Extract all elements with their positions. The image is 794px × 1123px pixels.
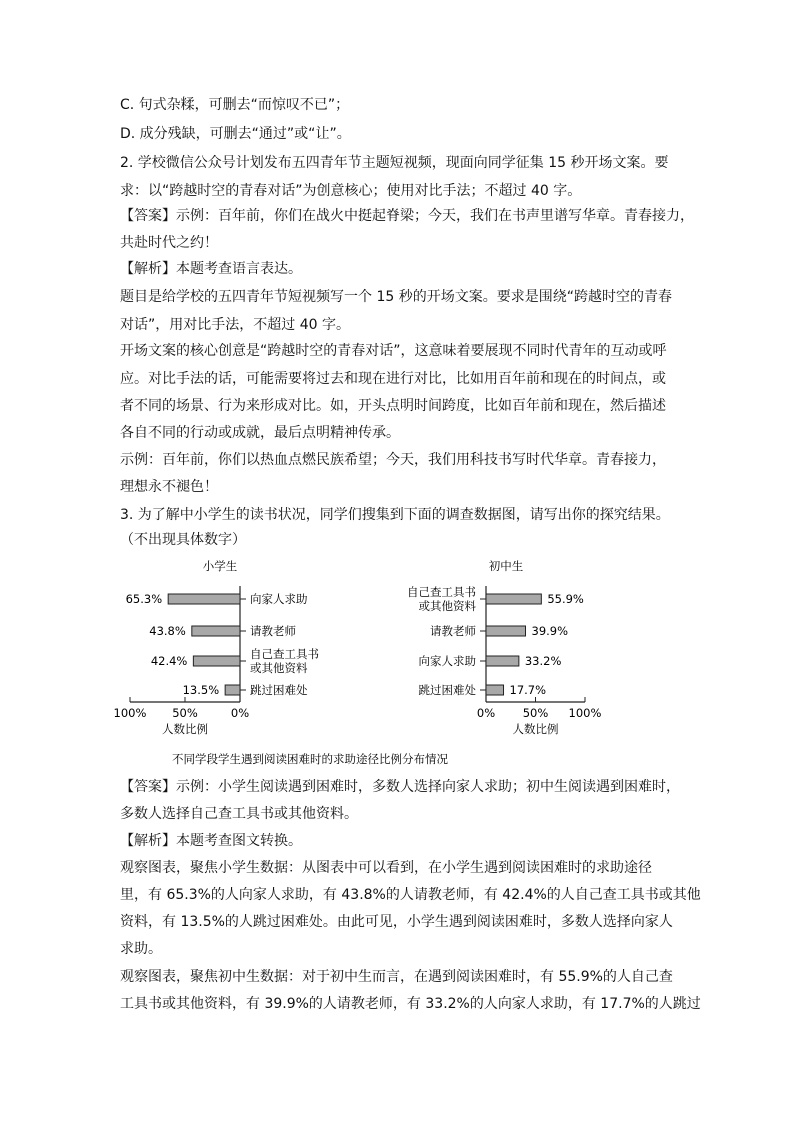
survey-bar-charts (110, 552, 620, 770)
category-label: 请教老师 (430, 624, 476, 638)
category-label: 向家人求助 (250, 592, 308, 606)
value-label: 33.2% (524, 654, 562, 668)
value-label: 65.3% (125, 592, 163, 606)
value-label: 43.8% (149, 624, 186, 638)
example-line: 理想永不褪色！ (120, 479, 218, 495)
answer-line: 共赴时代之约！ (120, 235, 218, 251)
text-line: 各自不同的行动或成就，最后点明精神传承。 (120, 425, 400, 441)
tick-label: 50% (522, 706, 549, 720)
value-label: 17.7% (509, 683, 547, 697)
category-label: 自己查工具书 (407, 585, 476, 599)
text-line: 资料，有 13.5%的人跳过困难处。由此可见，小学生遇到阅读困难时，多数人选择向家人 (120, 914, 673, 930)
text-line: 者不同的场景、行为来形成对比。如，开头点明时间跨度，比如百年前和现在，然后描述 (120, 398, 666, 414)
tick-label: 50% (172, 706, 198, 720)
axis-label: 人数比例 (512, 722, 559, 736)
text-line: D. 成分残缺，可删去“通过”或“让”。 (120, 126, 351, 142)
tick-label: 0% (476, 706, 496, 720)
chart-bar (486, 594, 541, 604)
category-label: 自己查工具书 (250, 647, 319, 661)
chart-title: 小学生 (202, 559, 238, 573)
value-label: 39.9% (531, 624, 569, 638)
category-label: 跳过困难处 (418, 683, 476, 697)
category-label: 跳过困难处 (250, 683, 308, 697)
text-line: C. 句式杂糅，可删去“而惊叹不已”； (120, 97, 350, 113)
value-label: 13.5% (182, 683, 220, 697)
text-line: 题目是给学校的五四青年节短视频写一个 15 秒的开场文案。要求是围绕“跨越时空的青春 (120, 289, 672, 305)
chart-bar (225, 685, 240, 695)
question-3-note: （不出现具体数字） (120, 532, 246, 548)
category-label: 或其他资料 (418, 599, 476, 613)
value-label: 42.4% (150, 654, 188, 668)
text-line: 对话”，用对比手法，不超过 40 字。 (120, 317, 350, 333)
chart-bar (168, 594, 240, 604)
axis-label: 人数比例 (162, 722, 208, 736)
category-label: 或其他资料 (250, 661, 308, 675)
chart-caption: 不同学段学生遇到阅读困难时的求助途径比例分布情况 (172, 752, 448, 766)
chart-bar (486, 626, 526, 636)
text-line: 求：以“跨越时空的青春对话”为创意核心；使用对比手法；不超过 40 字。 (120, 183, 582, 199)
text-line: 观察图表，聚焦初中生数据：对于初中生而言，在遇到阅读困难时，有 55.9%的人自己查 (120, 969, 673, 985)
text-line: 观察图表，聚焦小学生数据：从图表中可以看到，在小学生遇到阅读困难时的求助途径 (120, 860, 652, 876)
chart-bar (193, 656, 240, 666)
category-label: 请教老师 (250, 624, 296, 638)
chart-bar (486, 685, 504, 695)
answer-line: 多数人选择自己查工具书或其他资料。 (120, 806, 358, 822)
question-3-line: 3. 为了解中小学生的读书状况，同学们搜集到下面的调查数据图，请写出你的探究结果。 (120, 507, 670, 523)
tick-label: 100% (568, 706, 602, 720)
tick-label: 0% (230, 706, 250, 720)
analysis-heading: 【解析】本题考查语言表达。 (120, 261, 302, 277)
text-line: 2. 学校微信公众号计划发布五四青年节主题短视频，现面向同学征集 15 秒开场文案。要 (120, 155, 669, 171)
answer-line: 【答案】示例：小学生阅读遇到困难时，多数人选择向家人求助；初中生阅读遇到困难时， (120, 779, 680, 795)
category-label: 向家人求助 (418, 654, 476, 668)
chart-bar (192, 626, 240, 636)
text-line: 应。对比手法的话，可能需要将过去和现在进行对比，比如用百年前和现在的时间点，或 (120, 371, 666, 387)
chart-bar (486, 656, 519, 666)
text-line: 开场文案的核心创意是“跨越时空的青春对话”，这意味着要展现不同时代青年的互动或呼 (120, 343, 667, 359)
chart-title: 初中生 (488, 559, 524, 573)
tick-label: 100% (113, 706, 147, 720)
text-line: 里，有 65.3%的人向家人求助，有 43.8%的人请教老师，有 42.4%的人自己查工具书或其他 (120, 887, 701, 903)
value-label: 55.9% (547, 592, 584, 606)
example-line: 示例：百年前，你们以热血点燃民族希望；今天，我们用科技书写时代华章。青春接力， (120, 452, 666, 468)
text-line: 工具书或其他资料，有 39.9%的人请教老师，有 33.2%的人向家人求助，有 17.7%的人跳过 (120, 996, 701, 1012)
text-line: 求助。 (120, 941, 162, 957)
answer-line: 【答案】示例：百年前，你们在战火中挺起脊梁；今天，我们在书声里谱写华章。青春接力， (120, 208, 694, 224)
analysis-heading: 【解析】本题考查图文转换。 (120, 833, 302, 849)
